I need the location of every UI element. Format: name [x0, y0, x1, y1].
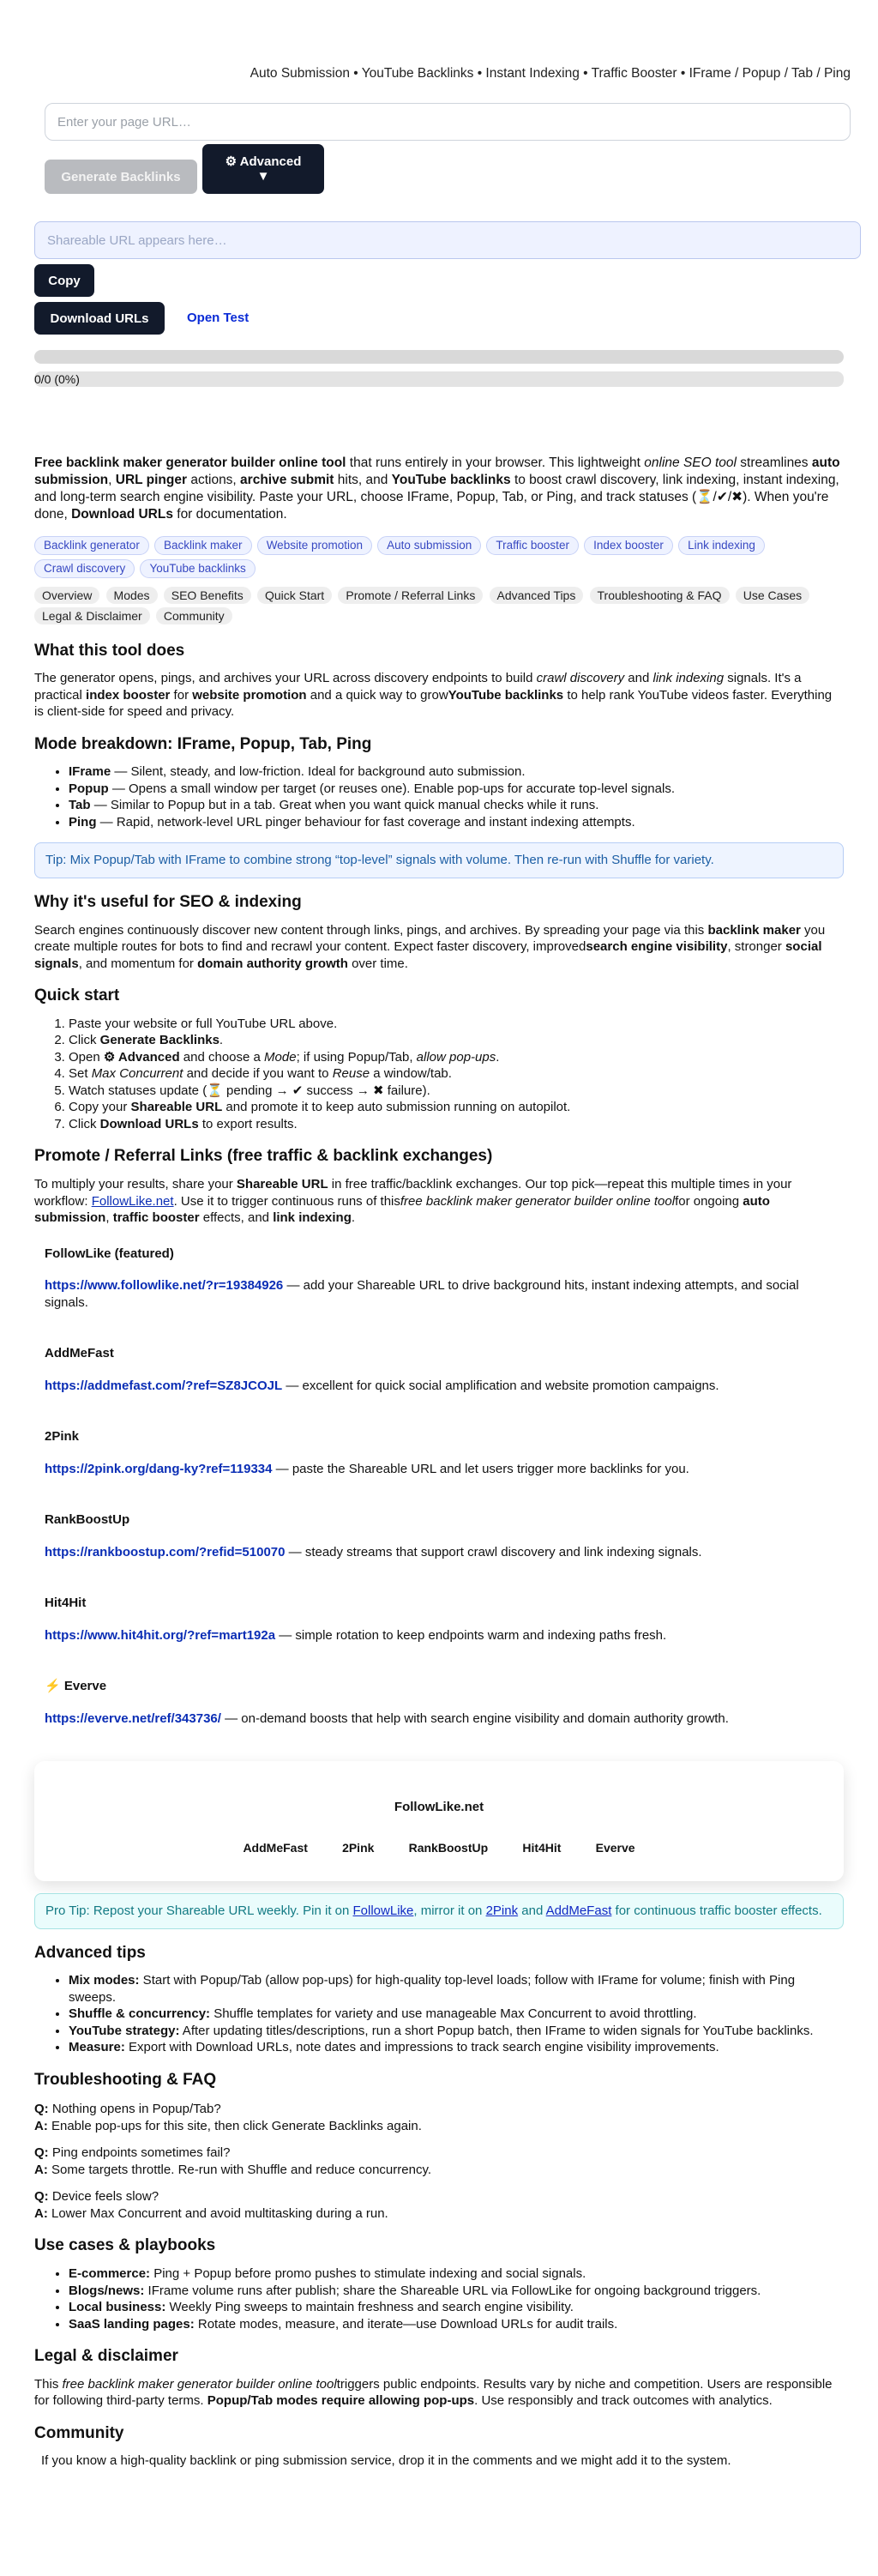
- list-item: [69, 1099, 844, 1116]
- mode-desc: — Rapid, network-level URL pinger behaviour for fast coverage and instant indexing attempts.: [96, 814, 635, 830]
- keyword: Shareable URL: [130, 1100, 223, 1115]
- keyword: search engine visibility: [586, 939, 728, 955]
- advanced-heading: Advanced tips: [34, 1943, 146, 1962]
- legal-heading: Legal & disclaimer: [34, 2347, 178, 2366]
- keyword-chip: Backlink generator: [34, 536, 149, 555]
- a-text: Some targets throttle. Re-run with Shuffle and reduce concurrency.: [47, 2162, 432, 2177]
- what-heading: What this tool does: [34, 641, 185, 660]
- faq-answer: [34, 2162, 844, 2179]
- text: .: [219, 1033, 224, 1048]
- shareable-url-field[interactable]: [34, 221, 861, 259]
- keyword: domain authority growth: [197, 956, 348, 971]
- text: and: [518, 1903, 546, 1918]
- main-content: [34, 455, 844, 2470]
- text: .: [496, 1049, 500, 1065]
- list-item: 1. Paste your website or full YouTube URL above.: [69, 1016, 844, 1033]
- nav-troubleshooting[interactable]: Troubleshooting & FAQ: [590, 587, 730, 604]
- referral-link[interactable]: https://addmefast.com/?ref=SZ8JCOJL: [45, 1378, 283, 1393]
- q-label: Q:: [34, 2145, 49, 2161]
- community-heading: Community: [34, 2423, 124, 2442]
- faq-answer: [34, 2118, 844, 2135]
- list-item: [69, 2039, 844, 2056]
- list-item: [69, 1972, 844, 2006]
- referral-2pink: [34, 1428, 844, 1477]
- text: , stronger: [727, 939, 785, 955]
- text: and choose a: [179, 1049, 265, 1065]
- keyword: auto submission: [34, 1193, 770, 1225]
- text: . Use it to trigger continuous runs of this: [173, 1193, 400, 1209]
- 2pink-link[interactable]: 2Pink: [485, 1903, 519, 1918]
- keyword: social signals: [34, 939, 822, 971]
- list-item: [69, 2023, 844, 2040]
- keyword-chips: [34, 534, 844, 581]
- intro-text: to boost crawl discovery, link indexing, instant indexing, and long-term search engine visibility. Paste your URL, choose IFrame, Popup, Tab, or Ping, and track statuses (: [34, 473, 839, 505]
- list-item: [69, 1065, 844, 1083]
- referral-line: [34, 1710, 844, 1728]
- mode-desc: — Similar to Popup but in a tab. Great when you want quick manual checks while it runs.: [90, 798, 599, 813]
- text: . Use responsibly and track outcomes with analytics.: [474, 2393, 773, 2409]
- card-link[interactable]: 2Pink: [342, 1840, 375, 1855]
- a-label: A:: [34, 2205, 48, 2221]
- faq-item: [34, 2101, 844, 2134]
- nav-legal[interactable]: Legal & Disclaimer: [34, 607, 150, 624]
- intro-text: ,: [108, 473, 116, 488]
- text: and a quick way to grow: [306, 687, 448, 703]
- community-text: If you know a high-quality backlink or ping submission service, drop it in the comments and we might add it to the system.: [41, 2453, 731, 2469]
- case-desc: Rotate modes, measure, and iterate—use Download URLs for audit trails.: [194, 2316, 618, 2332]
- referral-link[interactable]: https://everve.net/ref/343736/: [45, 1710, 221, 1726]
- faq-answer: [34, 2205, 844, 2223]
- referral-line: [34, 1627, 844, 1644]
- mode-name: Tab: [69, 798, 91, 813]
- text: .: [351, 1210, 356, 1225]
- mode-name: IFrame: [69, 764, 111, 780]
- referral-everve: [34, 1678, 844, 1727]
- card-main-link[interactable]: FollowLike.net: [394, 1800, 484, 1814]
- keyword: index booster: [86, 687, 171, 703]
- nav-promote[interactable]: Promote / Referral Links: [338, 587, 483, 604]
- keyword-chip: Backlink maker: [154, 536, 252, 555]
- mode-desc: — Silent, steady, and low-friction. Ideal for background auto submission.: [111, 764, 526, 780]
- list-item: [69, 797, 844, 814]
- list-item: [69, 763, 844, 781]
- faq-question: [34, 2101, 844, 2118]
- referral-title: Hit4Hit: [45, 1596, 87, 1610]
- use-cases-list: [34, 2265, 844, 2332]
- referral-hit4hit: [34, 1595, 844, 1644]
- intro-keyword: URL pinger: [115, 473, 188, 488]
- text: To multiply your results, share your: [34, 1177, 237, 1191]
- faq-item: [34, 2145, 844, 2178]
- page-url-input[interactable]: [45, 103, 851, 141]
- modes-tip: Tip: Mix Popup/Tab with IFrame to combine strong “top-level” signals with volume. Then re-run with Shuffle for variety.: [34, 842, 844, 878]
- why-paragraph: [34, 922, 844, 973]
- referral-title: AddMeFast: [45, 1346, 114, 1360]
- tip-name: Shuffle & concurrency:: [69, 2006, 211, 2022]
- referral-line: [34, 1461, 844, 1478]
- keyword: YouTube backlinks: [448, 687, 564, 703]
- list-item: [69, 2265, 844, 2283]
- referral-desc: — on-demand boosts that help with search engine visibility and domain authority growth.: [220, 1710, 729, 1726]
- intro-keyword: auto submission: [34, 455, 840, 488]
- referral-link[interactable]: https://rankboostup.com/?refid=510070: [45, 1544, 286, 1559]
- case-name: E-commerce:: [69, 2266, 151, 2282]
- nav-use-cases[interactable]: Use Cases: [736, 587, 809, 604]
- referral-rankboostup: [34, 1511, 844, 1560]
- tip-name: Measure:: [69, 2040, 125, 2055]
- keyword: Reuse: [332, 1066, 370, 1082]
- intro-text: that runs entirely in your browser. This lightweight: [346, 455, 645, 470]
- text: triggers public endpoints. Results vary by niche and competition. Users are responsible for following third-party terms.: [34, 2376, 833, 2409]
- nav-overview[interactable]: Overview: [34, 587, 99, 604]
- status-icons: ⏳/✔/✖: [696, 490, 743, 505]
- referral-title: RankBoostUp: [45, 1512, 130, 1527]
- referral-link[interactable]: https://www.followlike.net/?r=19384926: [45, 1278, 284, 1293]
- q-text: Ping endpoints sometimes fail?: [48, 2145, 231, 2161]
- text: in free traffic/backlink exchanges. Our top pick—repeat this multiple times in your workflow:: [34, 1177, 792, 1209]
- keyword: website promotion: [192, 687, 307, 703]
- a-text: Enable pop-ups for this site, then click Generate Backlinks again.: [47, 2118, 422, 2133]
- intro-keyword: Download URLs: [71, 507, 173, 522]
- advanced-list: [34, 1972, 844, 2056]
- intro-keyword: Free backlink maker generator builder online tool: [34, 455, 346, 470]
- advanced-toggle-button[interactable]: [202, 144, 324, 194]
- text: Open: [69, 1049, 104, 1065]
- faq-question: [34, 2145, 844, 2162]
- case-name: Local business:: [69, 2300, 166, 2315]
- referral-line: [34, 1378, 844, 1395]
- text: signals. It's a practical: [34, 671, 802, 703]
- keyword: Mode: [264, 1049, 297, 1065]
- q-text: Nothing opens in Popup/Tab?: [48, 2102, 221, 2117]
- copy-button[interactable]: Copy: [34, 264, 94, 297]
- referral-desc: — simple rotation to keep endpoints warm and indexing paths fresh.: [275, 1627, 667, 1643]
- tip-desc: Export with Download URLs, note dates and impressions to track search engine visibility improvements.: [124, 2040, 719, 2055]
- intro-keyword: online SEO tool: [644, 455, 737, 470]
- nav-modes[interactable]: Modes: [106, 587, 158, 604]
- list-item: [69, 781, 844, 798]
- list-item: 5. Watch statuses update (⏳ pending → ✔ success → ✖ failure).: [69, 1083, 844, 1100]
- text: for ongoing: [675, 1193, 743, 1209]
- mode-name: Ping: [69, 814, 97, 830]
- modes-list: [34, 763, 844, 830]
- intro-keyword: archive submit: [240, 473, 334, 488]
- list-item: [69, 2316, 844, 2333]
- keyword: ⚙ Advanced: [103, 1049, 180, 1065]
- card-link[interactable]: Everve: [595, 1840, 635, 1855]
- referral-line: [34, 1544, 844, 1561]
- mode-name: Popup: [69, 781, 109, 796]
- text: Click: [69, 1116, 100, 1131]
- text: to export results.: [198, 1116, 298, 1131]
- text: This: [34, 2376, 63, 2392]
- followlike-inline-link[interactable]: FollowLike.net: [91, 1193, 174, 1209]
- header-keywords: Auto Submission • YouTube Backlinks • Instant Indexing • Traffic Booster • IFrame / Popup / Tab / Ping: [250, 66, 851, 81]
- keyword: Shareable URL: [236, 1177, 328, 1191]
- keyword: crawl discovery: [536, 671, 625, 686]
- list-item: [69, 1032, 844, 1049]
- intro-text: ). When you're done,: [34, 490, 829, 522]
- case-desc: Ping + Popup before promo pushes to stimulate indexing and social signals.: [150, 2266, 586, 2282]
- text: ; if using Popup/Tab,: [296, 1049, 417, 1065]
- q-label: Q:: [34, 2189, 49, 2205]
- keyword-chip: Auto submission: [377, 536, 481, 555]
- text: to help rank YouTube videos faster. Everything is client-side for speed and privacy.: [34, 687, 833, 720]
- mode-desc: — Opens a small window per target (or reuses one). Enable pop-ups for accurate top-level signals.: [108, 781, 675, 796]
- text: you create multiple routes for bots to find and recrawl your content. Expect faster discovery, improved: [34, 922, 826, 955]
- q-label: Q:: [34, 2102, 49, 2117]
- keyword: link indexing: [652, 671, 725, 686]
- keyword: traffic booster: [112, 1210, 200, 1225]
- text: ,: [105, 1210, 113, 1225]
- tip-name: YouTube strategy:: [69, 2023, 180, 2038]
- use-cases-heading: Use cases & playbooks: [34, 2236, 216, 2255]
- q-text: Device feels slow?: [48, 2189, 159, 2205]
- card-link[interactable]: RankBoostUp: [408, 1840, 489, 1855]
- legal-paragraph: [34, 2376, 844, 2410]
- keyword-chip: Link indexing: [678, 536, 765, 555]
- section-nav: [34, 586, 844, 627]
- faq-heading: Troubleshooting & FAQ: [34, 2070, 217, 2089]
- followlike-link[interactable]: FollowLike: [352, 1903, 414, 1918]
- keyword-chip: Crawl discovery: [34, 559, 135, 578]
- text: for continuous traffic booster effects.: [611, 1903, 822, 1918]
- pro-tip: [34, 1893, 844, 1929]
- intro-paragraph: [34, 455, 844, 524]
- open-test-link[interactable]: Open Test: [187, 311, 250, 325]
- tip-name: Mix modes:: [69, 1973, 140, 1988]
- keyword: Popup/Tab modes require allowing pop-ups: [207, 2393, 475, 2409]
- text: for: [170, 687, 193, 703]
- text: , and momentum for: [78, 956, 198, 971]
- case-name: Blogs/news:: [69, 2283, 145, 2298]
- keyword-chip: Index booster: [584, 536, 673, 555]
- tip-desc: Shuffle templates for variety and use manageable Max Concurrent to avoid throttling.: [210, 2006, 697, 2022]
- intro-text: hits, and: [334, 473, 392, 488]
- intro-text: for documentation.: [172, 507, 287, 522]
- keyword: link indexing: [273, 1210, 352, 1225]
- a-label: A:: [34, 2162, 48, 2177]
- referral-line: [34, 1277, 844, 1311]
- why-heading: Why it's useful for SEO & indexing: [34, 892, 302, 911]
- text: effects, and: [199, 1210, 274, 1225]
- referral-addmefast: [34, 1345, 844, 1394]
- referral-link[interactable]: https://www.hit4hit.org/?ref=mart192a: [45, 1627, 276, 1643]
- modes-heading: Mode breakdown: IFrame, Popup, Tab, Ping: [34, 734, 372, 753]
- list-item: [69, 814, 844, 831]
- text: , mirror it on: [413, 1903, 486, 1918]
- referral-title: 2Pink: [45, 1429, 80, 1444]
- referral-followlike: [34, 1246, 844, 1312]
- a-label: A:: [34, 2118, 48, 2133]
- intro-keyword: YouTube backlinks: [391, 473, 511, 488]
- advanced-label: ⚙ Advanced: [225, 154, 302, 169]
- text: over time.: [347, 956, 408, 971]
- intro-text: streamlines: [737, 455, 812, 470]
- text: a window/tab.: [370, 1066, 452, 1082]
- tip-desc: After updating titles/descriptions, run a short Popup batch, then IFrame to widen signals for YouTube backlinks.: [179, 2023, 814, 2038]
- progress-text: 0/0 (0%): [34, 371, 844, 387]
- case-name: SaaS landing pages:: [69, 2316, 195, 2332]
- a-text: Lower Max Concurrent and avoid multitasking during a run.: [47, 2205, 388, 2221]
- keyword: free backlink maker generator builder online tool: [62, 2376, 337, 2392]
- tip-desc: Start with Popup/Tab (allow pop-ups) for high-quality top-level loads; follow with IFrame for volume; finish with Ping sweeps.: [69, 1973, 796, 2005]
- keyword: Download URLs: [99, 1116, 199, 1131]
- faq-item: [34, 2188, 844, 2222]
- keyword: allow pop-ups: [416, 1049, 496, 1065]
- referral-desc: — excellent for quick social amplification and website promotion campaigns.: [282, 1378, 719, 1393]
- keyword: Max Concurrent: [91, 1066, 183, 1082]
- faq-question: [34, 2188, 844, 2205]
- referral-card: [34, 1761, 844, 1881]
- list-item: [69, 2283, 844, 2300]
- list-item: [69, 1116, 844, 1133]
- referral-desc: — add your Shareable URL to drive background hits, instant indexing attempts, and social signals.: [45, 1278, 799, 1310]
- keyword: free backlink maker generator builder online tool: [400, 1193, 676, 1209]
- nav-community[interactable]: Community: [156, 607, 232, 624]
- text: Pro Tip: Repost your Shareable URL weekly. Pin it on: [45, 1903, 353, 1918]
- nav-advanced-tips[interactable]: Advanced Tips: [490, 587, 584, 604]
- list-item: [69, 2299, 844, 2316]
- keyword-chip: Traffic booster: [486, 536, 579, 555]
- card-link[interactable]: AddMeFast: [243, 1840, 308, 1855]
- keyword-chip: Website promotion: [257, 536, 372, 555]
- text: and: [624, 671, 653, 686]
- case-desc: IFrame volume runs after publish; share the Shareable URL via FollowLike for ongoing background triggers.: [144, 2283, 761, 2298]
- referral-title: ⚡ Everve: [45, 1679, 107, 1693]
- text: and decide if you want to: [183, 1066, 333, 1082]
- list-item: [69, 2006, 844, 2023]
- what-paragraph: [34, 670, 844, 721]
- addmefast-link[interactable]: AddMeFast: [545, 1903, 612, 1918]
- referral-title: FollowLike (featured): [45, 1246, 174, 1261]
- text: The generator opens, pings, and archives your URL across discovery endpoints to build: [34, 671, 537, 686]
- text: and promote it to keep auto submission running on autopilot.: [222, 1100, 571, 1115]
- quick-start-heading: Quick start: [34, 986, 120, 1005]
- generate-backlinks-button[interactable]: Generate Backlinks: [45, 160, 197, 194]
- download-urls-button[interactable]: Download URLs: [34, 302, 165, 335]
- referral-desc: — steady streams that support crawl discovery and link indexing signals.: [285, 1544, 702, 1559]
- card-link[interactable]: Hit4Hit: [522, 1840, 562, 1855]
- card-links: [34, 1840, 844, 1857]
- nav-seo-benefits[interactable]: SEO Benefits: [164, 587, 251, 604]
- keyword: backlink maker: [707, 922, 801, 938]
- promote-heading: Promote / Referral Links (free traffic & backlink exchanges): [34, 1147, 493, 1166]
- text: Copy your: [69, 1100, 131, 1115]
- referral-desc: — paste the Shareable URL and let users trigger more backlinks for you.: [272, 1461, 689, 1476]
- intro-text: actions,: [187, 473, 241, 488]
- text: Search engines continuously discover new content through links, pings, and archives. By spreading your page via this: [34, 922, 708, 938]
- case-desc: Weekly Ping sweeps to maintain freshness and search engine visibility.: [165, 2300, 574, 2315]
- text: Click: [69, 1033, 100, 1048]
- chevron-down-icon: ▼: [256, 169, 270, 184]
- progress-bar: [34, 350, 844, 364]
- referral-link[interactable]: https://2pink.org/dang-ky?ref=119334: [45, 1461, 273, 1476]
- quick-start-list: [34, 1016, 844, 1133]
- list-item: [69, 1049, 844, 1066]
- text: Set: [69, 1066, 92, 1082]
- promote-paragraph: [34, 1176, 844, 1227]
- nav-quick-start[interactable]: Quick Start: [257, 587, 332, 604]
- keyword: Generate Backlinks: [99, 1033, 220, 1048]
- keyword-chip: YouTube backlinks: [140, 559, 255, 578]
